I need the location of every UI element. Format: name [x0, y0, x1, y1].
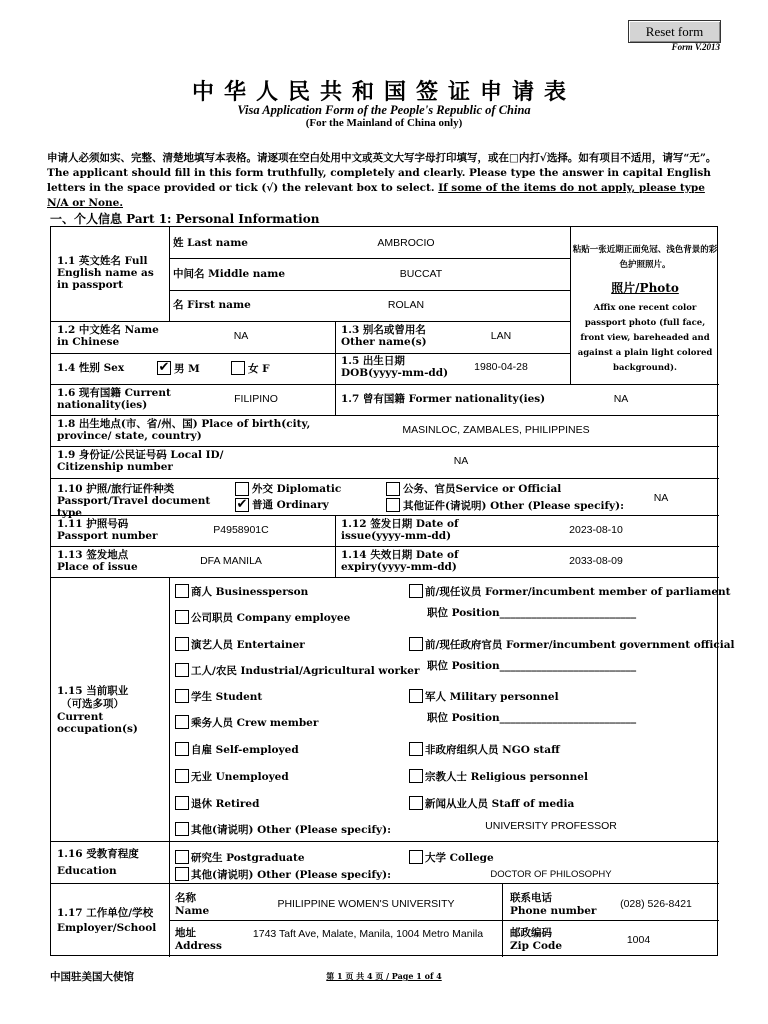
edu-other-field[interactable]: DOCTOR OF PHILOSOPHY — [490, 869, 612, 880]
former-nationality-label: 1.7 曾有国籍 Former nationality(ies) — [341, 393, 546, 405]
chinese-name-label: 1.2 中文姓名 Name in Chinese — [57, 324, 159, 348]
page-subtitle: (For the Mainland of China only) — [305, 117, 463, 129]
occ-ngo-checkbox[interactable] — [409, 742, 423, 756]
occ-entertainer-checkbox[interactable] — [175, 637, 189, 651]
occ-unemployed-checkbox[interactable] — [175, 769, 189, 783]
embassy-name: 中国驻美国大使馆 — [50, 971, 134, 983]
doc-other-checkbox[interactable] — [386, 498, 400, 512]
doc-type-label: 1.10 护照/旅行证件种类 Passport/Travel document type — [57, 483, 211, 519]
former-nationality-field[interactable]: NA — [613, 393, 629, 405]
address-label-en: Address — [175, 940, 222, 952]
phone-label-en: Phone number — [510, 905, 597, 917]
birthplace-label: 1.8 出生地点(市、省/州、国) Place of birth(city, province/ state, country) — [57, 418, 311, 442]
occ-military-position[interactable]: 职位 Position__________________________ — [427, 712, 637, 724]
doc-ordinary-checkbox[interactable]: ✔ — [236, 497, 248, 512]
dob-field[interactable]: 1980-04-28 — [474, 361, 528, 373]
occ-military-checkbox[interactable] — [409, 689, 423, 703]
occ-crew-label: 乘务人员 Crew member — [191, 717, 319, 729]
edu-other-checkbox[interactable] — [175, 867, 189, 881]
middle-name-label: 中间名 Middle name — [173, 268, 286, 280]
doc-other-label: 其他证件(请说明) Other (Please specify): — [403, 500, 624, 512]
occ-media-label: 新闻从业人员 Staff of media — [425, 798, 575, 810]
sex-male-label: 男 M — [174, 363, 200, 375]
education-label-cn: 1.16 受教育程度 — [57, 848, 139, 860]
occ-retired-label: 退休 Retired — [191, 798, 260, 810]
occ-parliament-position[interactable]: 职位 Position__________________________ — [427, 607, 637, 619]
sex-female-label: 女 F — [248, 363, 270, 375]
last-name-field[interactable]: AMBROCIO — [377, 237, 435, 249]
occ-other-label: 其他(请说明) Other (Please specify): — [191, 824, 391, 836]
occ-self-employed-checkbox[interactable] — [175, 742, 189, 756]
occupation-label-en: Current occupation(s) — [57, 711, 138, 735]
occ-worker-checkbox[interactable] — [175, 663, 189, 677]
occ-worker-label: 工人/农民 Industrial/Agricultural worker — [191, 665, 420, 677]
reset-form-button[interactable]: Reset form — [628, 20, 721, 43]
other-names-label: 1.3 别名或曾用名 Other name(s) — [341, 324, 427, 348]
occ-company-employee-label: 公司职员 Company employee — [191, 612, 351, 624]
photo-instruction-en[interactable]: Affix one recent color passport photo (full face, front view, bareheaded and against a plain light colored background). — [577, 303, 713, 373]
occ-retired-checkbox[interactable] — [175, 796, 189, 810]
occ-government-position[interactable]: 职位 Position__________________________ — [427, 660, 637, 672]
passport-number-field[interactable]: P4958901C — [213, 524, 269, 536]
other-names-field[interactable]: LAN — [490, 330, 512, 342]
local-id-label: 1.9 身份证/公民证号码 Local ID/ Citizenship number — [57, 449, 224, 473]
sex-female-checkbox[interactable] — [231, 361, 245, 375]
occ-self-employed-label: 自雇 Self-employed — [191, 744, 299, 756]
sex-male-checkbox[interactable]: ✔ — [158, 360, 170, 375]
instructions-text: 申请人必须如实、完整、清楚地填写本表格。请逐项在空白处用中文或英文大写字母打印填写，或在□内打√选择。如有项目不适用，请写“无”。 The applicant should fill in this form truthfully, completely and clearly. Please type the answer in capital English letters in the space provided or tick (√) the relevant box to select. — [47, 152, 717, 194]
doc-diplomatic-checkbox[interactable] — [235, 482, 249, 496]
form-version: Form V.2013 — [671, 42, 720, 52]
passport-number-label: 1.11 护照号码 Passport number — [57, 518, 158, 542]
occ-student-checkbox[interactable] — [175, 689, 189, 703]
edu-other-label: 其他(请说明) Other (Please specify): — [191, 869, 391, 881]
doc-diplomatic-label: 外交 Diplomatic — [252, 483, 342, 495]
issue-place-label: 1.13 签发地点 Place of issue — [57, 549, 138, 573]
issue-place-field[interactable]: DFA MANILA — [200, 555, 262, 567]
employer-label-en: Employer/School — [57, 922, 157, 934]
photo-instruction-cn: 粘贴一张近期正面免冠、浅色背景的彩色护照照片。 — [572, 245, 718, 270]
occ-religious-label: 宗教人士 Religious personnel — [425, 771, 588, 783]
first-name-label: 名 First name — [173, 299, 251, 311]
page-title-english: Visa Application Form of the People's Republic of China — [237, 103, 531, 117]
page-number: 第 1 页 共 4 页 / Page 1 of 4 — [326, 971, 442, 981]
doc-other-field[interactable]: NA — [653, 492, 669, 504]
occ-company-employee-checkbox[interactable] — [175, 610, 189, 624]
address-field[interactable]: 1743 Taft Ave, Malate, Manila, 1004 Metro Manila — [252, 928, 484, 940]
page-title-chinese: 中华人民共和国签证申请表 — [191, 80, 576, 105]
occ-military-label: 军人 Military personnel — [425, 691, 559, 703]
occ-businessperson-label: 商人 Businessperson — [191, 586, 309, 598]
doc-ordinary-label: 普通 Ordinary — [252, 499, 329, 511]
instructions — [47, 151, 723, 211]
nationality-label: 1.6 现有国籍 Current nationality(ies) — [57, 387, 171, 411]
occ-crew-checkbox[interactable] — [175, 715, 189, 729]
address-label-cn: 地址 — [175, 927, 196, 939]
occ-parliament-label: 前/现任议员 Former/incumbent member of parliament — [425, 586, 731, 598]
edu-college-label: 大学 College — [425, 852, 494, 864]
local-id-field[interactable]: NA — [453, 455, 469, 467]
occ-ngo-label: 非政府组织人员 NGO staff — [425, 744, 560, 756]
occ-other-field[interactable]: UNIVERSITY PROFESSOR — [485, 820, 617, 832]
phone-field[interactable]: (028) 526-8421 — [620, 898, 692, 910]
occupation-label-cn: 1.15 当前职业 — [57, 685, 129, 697]
instructions-na-note: If some of the items do not apply, please type N/A or None. — [47, 182, 705, 209]
zip-label-cn: 邮政编码 — [510, 927, 552, 939]
dob-label: 1.5 出生日期 DOB(yyyy-mm-dd) — [341, 355, 449, 379]
education-label-en: Education — [57, 865, 117, 877]
employer-label-cn: 1.17 工作单位/学校 — [57, 907, 154, 919]
occ-parliament-checkbox[interactable] — [409, 584, 423, 598]
employer-name-label-cn: 名称 — [175, 892, 196, 904]
zip-field[interactable]: 1004 — [626, 934, 651, 946]
doc-official-checkbox[interactable] — [386, 482, 400, 496]
issue-date-label: 1.12 签发日期 Date of issue(yyyy-mm-dd) — [341, 518, 459, 542]
expiry-date-label: 1.14 失效日期 Date of expiry(yyyy-mm-dd) — [341, 549, 459, 573]
zip-label-en: Zip Code — [510, 940, 563, 952]
chinese-name-field[interactable]: NA — [233, 330, 249, 342]
section-title-personal-info: 一、个人信息 Part 1: Personal Information — [50, 212, 320, 226]
edu-postgraduate-checkbox[interactable] — [175, 850, 189, 864]
expiry-date-field[interactable]: 2033-08-09 — [569, 555, 623, 567]
occ-student-label: 学生 Student — [191, 691, 263, 703]
occ-entertainer-label: 演艺人员 Entertainer — [191, 639, 305, 651]
occ-media-checkbox[interactable] — [409, 796, 423, 810]
phone-label-cn: 联系电话 — [510, 892, 552, 904]
birthplace-field[interactable]: MASINLOC, ZAMBALES, PHILIPPINES — [402, 424, 590, 436]
occupation-label-cn-note: （可选多项） — [61, 698, 124, 710]
doc-official-label: 公务、官员Service or Official — [403, 483, 562, 495]
issue-date-field[interactable]: 2023-08-10 — [569, 524, 623, 536]
occ-religious-checkbox[interactable] — [409, 769, 423, 783]
sex-label: 1.4 性别 Sex — [57, 362, 125, 374]
employer-name-label-en: Name — [175, 905, 210, 917]
occ-government-checkbox[interactable] — [409, 637, 423, 651]
english-name-label: 1.1 英文姓名 Full English name as in passport — [57, 255, 154, 291]
edu-college-checkbox[interactable] — [409, 850, 423, 864]
last-name-label: 姓 Last name — [173, 237, 248, 249]
nationality-field[interactable]: FILIPINO — [234, 393, 278, 405]
middle-name-field[interactable]: BUCCAT — [399, 268, 443, 280]
occ-other-checkbox[interactable] — [175, 822, 189, 836]
first-name-field[interactable]: ROLAN — [387, 299, 425, 311]
personal-info-form — [50, 226, 735, 956]
occ-unemployed-label: 无业 Unemployed — [191, 771, 289, 783]
photo-label: 照片/Photo — [611, 281, 679, 295]
employer-name-field[interactable]: PHILIPPINE WOMEN'S UNIVERSITY — [277, 898, 455, 910]
occ-businessperson-checkbox[interactable] — [175, 584, 189, 598]
edu-postgraduate-label: 研究生 Postgraduate — [191, 852, 305, 864]
occ-government-label: 前/现任政府官员 Former/incumbent government official — [425, 639, 735, 651]
